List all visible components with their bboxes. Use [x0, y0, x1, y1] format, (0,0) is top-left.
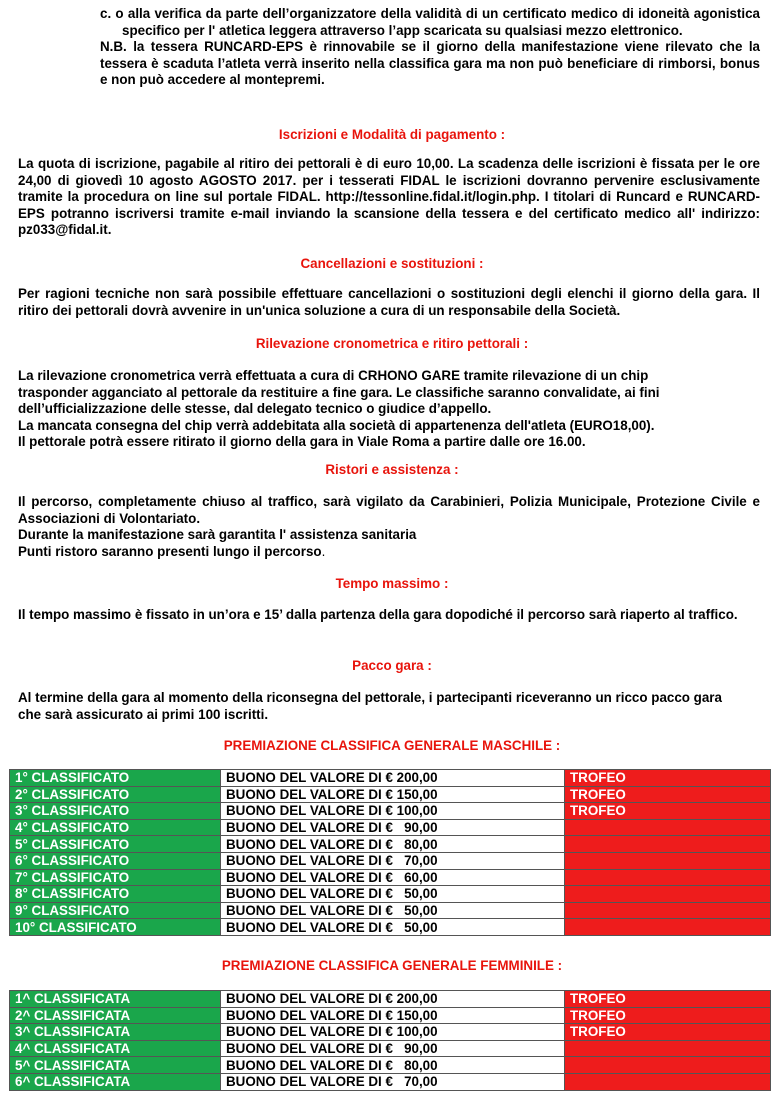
trophy-cell	[565, 819, 771, 836]
prize-cell: BUONO DEL VALORE DI € 60,00	[221, 869, 565, 886]
table-row	[10, 1024, 771, 1041]
prize-cell: BUONO DEL VALORE DI € 50,00	[221, 919, 565, 936]
rilevazione-line-1: La rilevazione cronometrica verrà effettuata a cura di CRHONO GARE tramite rilevazione di un chip	[18, 368, 649, 383]
trophy-cell	[565, 852, 771, 869]
prize-cell: BUONO DEL VALORE DI € 70,00	[221, 852, 565, 869]
place-cell: 5° CLASSIFICATO	[10, 836, 221, 853]
ristori-line-3	[18, 544, 760, 561]
text-rilevazione	[18, 368, 760, 451]
intro-block	[100, 6, 760, 89]
rilevazione-line-3: dell’ufficializzazione delle stesse, dal delegato tecnico o giudice d’appello.	[18, 401, 492, 417]
iscrizioni-paragraph: La quota di iscrizione, pagabile al ritiro dei pettorali è di euro 10,00. La scadenza delle iscrizioni è fissata per le ore 24,00 di giovedì 10 agosto AGOSTO 2017. per i tesserati FIDAL le iscrizioni dovranno pervenire esclusivamente tramite la procedura on line sul portale FIDAL. http://tessonline.fidal.it/login.php. I titolari di Runcard e RUNCARD-EPS potranno iscriversi tramite e-mail inviando la scansione della tessera e del certificato medico all' indirizzo: pz033@fidal.it.	[18, 156, 760, 238]
place-cell: 6^ CLASSIFICATA	[10, 1073, 221, 1090]
prize-cell: BUONO DEL VALORE DI € 90,00	[221, 819, 565, 836]
prize-cell: BUONO DEL VALORE DI € 150,00	[221, 786, 565, 803]
trophy-cell: TROFEO	[565, 991, 771, 1008]
place-cell: 4° CLASSIFICATO	[10, 819, 221, 836]
trophy-cell: TROFEO	[565, 1024, 771, 1041]
intro-nb: N.B. la tessera RUNCARD-EPS è rinnovabile se il giorno della manifestazione viene rilevato che la tessera è scaduta l’atleta verrà inserito nella classifica gara ma non può beneficiare di rimborsi, bonus e non può accedere al montepremi.	[100, 39, 760, 88]
prize-table-female	[9, 990, 771, 1091]
table-row	[10, 786, 771, 803]
table-row	[10, 869, 771, 886]
table-row	[10, 1040, 771, 1057]
prize-cell: BUONO DEL VALORE DI € 80,00	[221, 836, 565, 853]
heading-pacco: Pacco gara :	[352, 658, 432, 673]
trophy-cell: TROFEO	[565, 770, 771, 787]
trophy-cell: TROFEO	[565, 786, 771, 803]
table-row	[10, 902, 771, 919]
ristori-line-3-end: .	[321, 543, 326, 559]
heading-premiazione-maschile: PREMIAZIONE CLASSIFICA GENERALE MASCHILE :	[223, 738, 561, 753]
text-pacco	[18, 690, 760, 723]
trophy-cell	[565, 886, 771, 903]
prize-cell: BUONO DEL VALORE DI € 90,00	[221, 1040, 565, 1057]
trophy-cell	[565, 1073, 771, 1090]
cancellazioni-paragraph: Per ragioni tecniche non sarà possibile effettuare cancellazioni o sostituzioni degli elenchi il giorno della gara. Il ritiro dei pettorali dovrà avvenire in un'unica soluzione a cura di un responsabile della Società.	[18, 286, 760, 318]
place-cell: 1° CLASSIFICATO	[10, 770, 221, 787]
prize-cell: BUONO DEL VALORE DI € 150,00	[221, 1007, 565, 1024]
place-cell: 5^ CLASSIFICATA	[10, 1057, 221, 1074]
place-cell: 8° CLASSIFICATO	[10, 886, 221, 903]
table-row	[10, 1073, 771, 1090]
table-row	[10, 770, 771, 787]
trophy-cell	[565, 869, 771, 886]
heading-ristori: Ristori e assistenza :	[325, 462, 459, 477]
trophy-cell	[565, 919, 771, 936]
table-row	[10, 919, 771, 936]
heading-premiazione-femminile: PREMIAZIONE CLASSIFICA GENERALE FEMMINILE :	[221, 958, 563, 973]
prize-cell: BUONO DEL VALORE DI € 70,00	[221, 1073, 565, 1090]
table-row	[10, 803, 771, 820]
text-cancellazioni	[18, 286, 760, 319]
text-iscrizioni	[18, 156, 760, 239]
text-ristori	[18, 494, 760, 560]
place-cell: 2^ CLASSIFICATA	[10, 1007, 221, 1024]
prize-cell: BUONO DEL VALORE DI € 50,00	[221, 886, 565, 903]
place-cell: 9° CLASSIFICATO	[10, 902, 221, 919]
table-row	[10, 991, 771, 1008]
place-cell: 1^ CLASSIFICATA	[10, 991, 221, 1008]
prize-cell: BUONO DEL VALORE DI € 200,00	[221, 991, 565, 1008]
table-row	[10, 852, 771, 869]
place-cell: 3^ CLASSIFICATA	[10, 1024, 221, 1041]
text-tempo	[18, 607, 758, 624]
trophy-cell	[565, 1057, 771, 1074]
table-row	[10, 836, 771, 853]
trophy-cell	[565, 836, 771, 853]
place-cell: 2° CLASSIFICATO	[10, 786, 221, 803]
prize-table-male	[9, 769, 771, 936]
prize-cell: BUONO DEL VALORE DI € 100,00	[221, 1024, 565, 1041]
rilevazione-line-2: trasponder agganciato al pettorale da restituire a fine gara. Le classifiche saranno convalidate, ai fini	[18, 384, 660, 400]
ristori-line-2: Durante la manifestazione sarà garantita l' assistenza sanitaria	[18, 527, 417, 543]
heading-iscrizioni: Iscrizioni e Modalità di pagamento :	[278, 127, 506, 142]
ristori-line-3-text: Punti ristoro saranno presenti lungo il percorso	[18, 543, 322, 559]
heading-cancellazioni: Cancellazioni e sostituzioni :	[300, 256, 484, 271]
heading-tempo: Tempo massimo :	[335, 576, 449, 591]
prize-cell: BUONO DEL VALORE DI € 80,00	[221, 1057, 565, 1074]
prize-cell: BUONO DEL VALORE DI € 50,00	[221, 902, 565, 919]
rilevazione-line-5: Il pettorale potrà essere ritirato il giorno della gara in Viale Roma a partire dalle ore 16.00.	[18, 434, 586, 450]
table-row	[10, 1057, 771, 1074]
trophy-cell	[565, 902, 771, 919]
place-cell: 7° CLASSIFICATO	[10, 869, 221, 886]
pacco-paragraph: Al termine della gara al momento della riconsegna del pettorale, i partecipanti riceveranno un ricco pacco gara che sarà assicurato ai primi 100 iscritti.	[18, 690, 722, 722]
place-cell: 4^ CLASSIFICATA	[10, 1040, 221, 1057]
place-cell: 10° CLASSIFICATO	[10, 919, 221, 936]
prize-cell: BUONO DEL VALORE DI € 200,00	[221, 770, 565, 787]
place-cell: 6° CLASSIFICATO	[10, 852, 221, 869]
tempo-paragraph: Il tempo massimo è fissato in un’ora e 15’ dalla partenza della gara dopodiché il percorso sarà riaperto al traffico.	[18, 607, 738, 622]
table-row	[10, 1007, 771, 1024]
trophy-cell	[565, 1040, 771, 1057]
place-cell: 3° CLASSIFICATO	[10, 803, 221, 820]
table-row	[10, 886, 771, 903]
prize-cell: BUONO DEL VALORE DI € 100,00	[221, 803, 565, 820]
heading-rilevazione: Rilevazione cronometrica e ritiro pettorali :	[255, 336, 529, 351]
intro-item-c: c. o alla verifica da parte dell’organizzatore della validità di un certificato medico di idoneità agonistica specifico per l' atletica leggera attraverso l’app scaricata su qualsiasi mezzo elettronico.	[100, 6, 760, 38]
trophy-cell: TROFEO	[565, 803, 771, 820]
trophy-cell: TROFEO	[565, 1007, 771, 1024]
table-row	[10, 819, 771, 836]
rilevazione-line-4: La mancata consegna del chip verrà addebitata alla società di appartenenza dell'atleta (EURO18,00).	[18, 417, 655, 433]
ristori-paragraph: Il percorso, completamente chiuso al traffico, sarà vigilato da Carabinieri, Polizia Municipale, Protezione Civile e Associazioni di Volontariato.	[18, 494, 760, 526]
